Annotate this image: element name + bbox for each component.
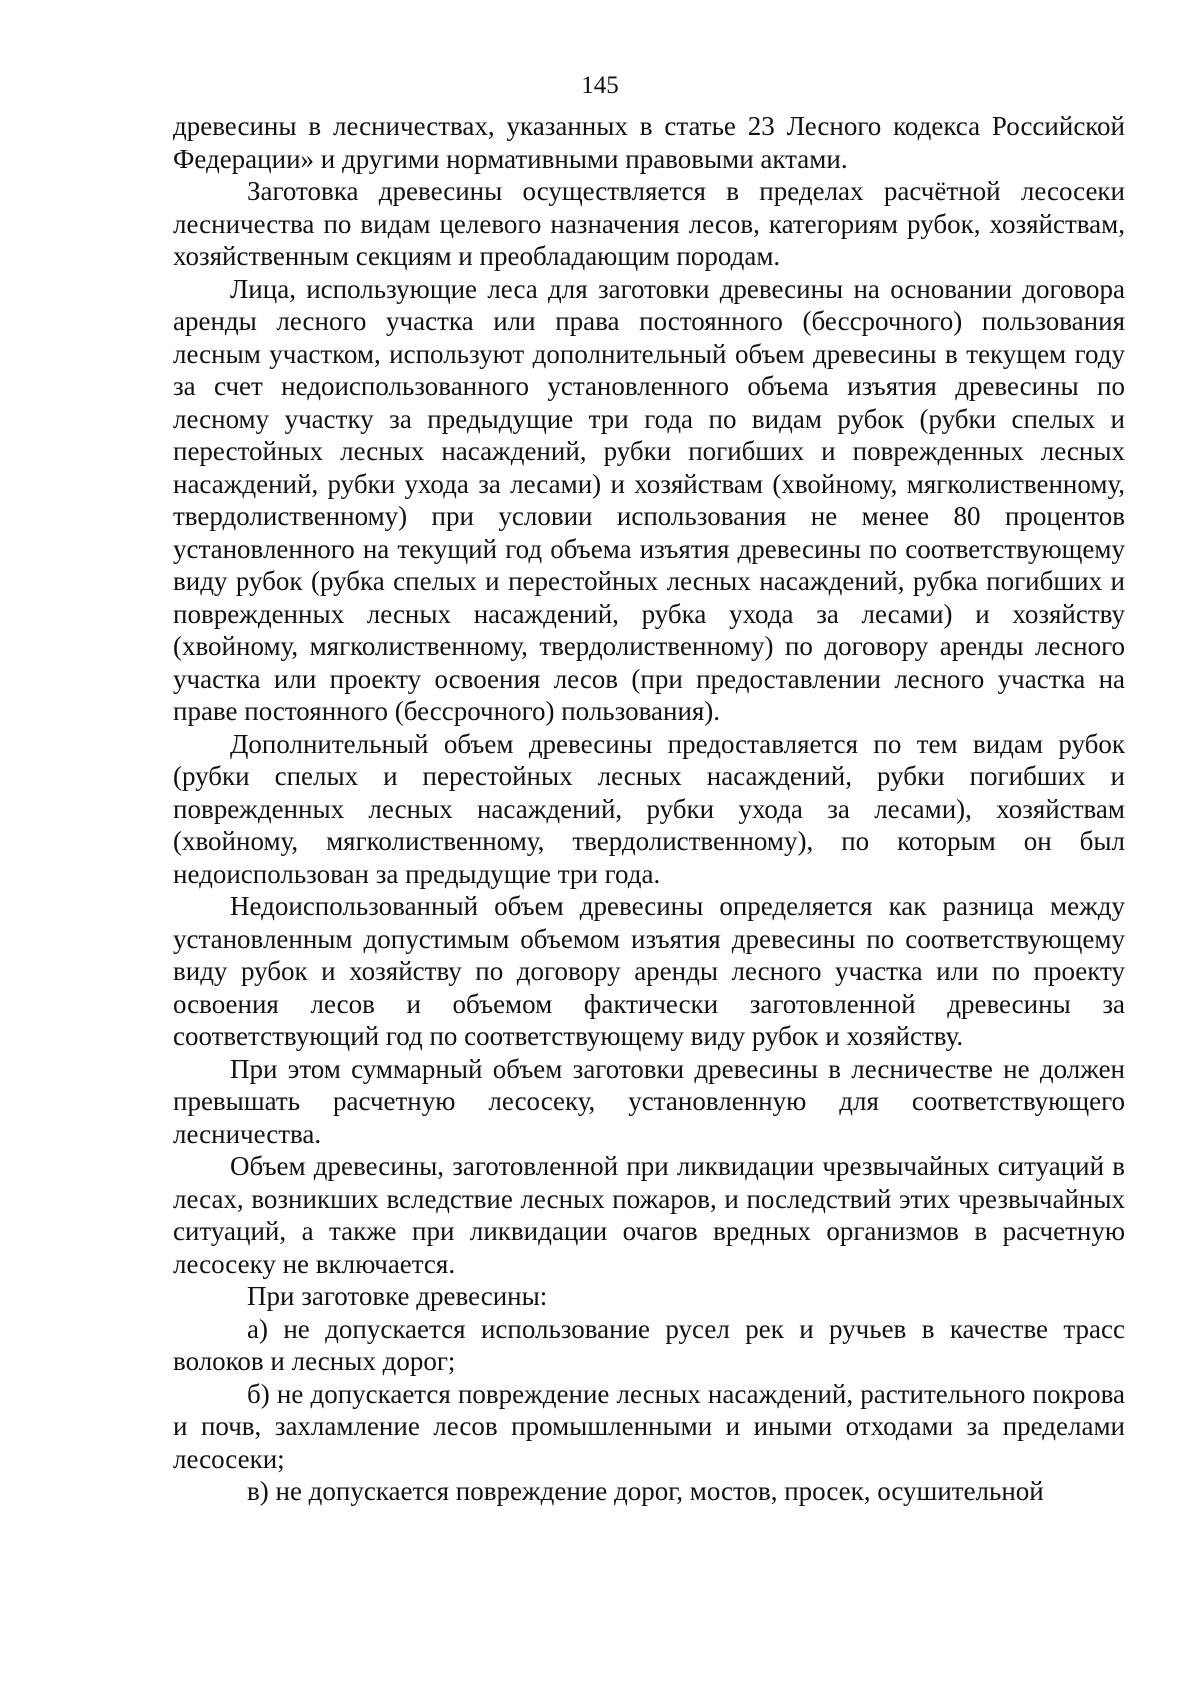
paragraph-continuation: древесины в лесничествах, указанных в статье 23 Лесного кодекса Российской Федерации» и другими нормативными правовыми актами. <box>173 111 1125 174</box>
paragraph-harvest-rules-intro: При заготовке древесины: <box>247 1281 548 1311</box>
paragraph-emergency-volume: Объем древесины, заготовленной при ликвидации чрезвычайных ситуаций в лесах, возникших вследствие лесных пожаров, и последствий этих чрезвычайных ситуаций, а также при ликвидации очагов вредных организмов в расчетную лесосеку не включается. <box>173 1151 1125 1279</box>
list-item-v: в) не допускается повреждение дорог, мостов, просек, осушительной <box>247 1476 1044 1506</box>
paragraph-harvest-limits: Заготовка древесины осуществляется в пределах расчётной лесосеки лесничества по видам целевого назначения лесов, категориям рубок, хозяйствам, хозяйственным секциям и преобладающим породам. <box>173 176 1125 271</box>
page-number: 145 <box>581 72 619 99</box>
paragraph-unused-volume-definition: Недоиспользованный объем древесины определяется как разница между установленным допустимым объемом изъятия древесины по соответствующему виду рубок и хозяйству по договору аренды лесного участка или по проекту освоения лесов и объемом фактически заготовленной древесины за соответствующий год по соответствующему виду рубок и хозяйству. <box>173 891 1125 1051</box>
document-body <box>173 110 1125 1508</box>
list-item-a: а) не допускается использование русел рек и ручьев в качестве трасс волоков и лесных дорог; <box>173 1313 1125 1376</box>
paragraph-additional-volume-provision: Дополнительный объем древесины предоставляется по тем видам рубок (рубки спелых и перестойных лесных насаждений, рубки погибших и поврежденных лесных насаждений, рубки ухода за лесами), хозяйствам (хвойному, мягколиственному, твердолиственному), по которым он был недоиспользован за предыдущие три года. <box>173 728 1125 889</box>
paragraph-total-volume-limit: При этом суммарный объем заготовки древесины в лесничестве не должен превышать расчетную лесосеку, установленную для соответствующего лесничества. <box>173 1053 1125 1149</box>
paragraph-additional-volume-use: Лица, использующие леса для заготовки древесины на основании договора аренды лесного участка или права постоянного (бессрочного) пользования лесным участком, используют дополнительный объем древесины в текущем году за счет недоиспользованного установленного объема изъятия древесины по лесному участку за предыдущие три года по видам рубок (рубки спелых и перестойных лесных насаждений, рубки погибших и поврежденных лесных насаждений, рубки ухода за лесами) и хозяйствам (хвойному, мягколиственному, твердолиственному) при условии использования не менее 80 процентов установленного на текущий год объема изъятия древесины по соответствующему виду рубок (рубка спелых и перестойных лесных насаждений, рубка погибших и поврежденных лесных насаждений, рубка ухода за лесами) и хозяйству (хвойному, мягколиственному, твердолиственному) по договору аренды лесного участка или проекту освоения лесов (при предоставлении лесного участка на праве постоянного (бессрочного) пользования). <box>173 273 1125 726</box>
list-item-b: б) не допускается повреждение лесных насаждений, растительного покрова и почв, захламление лесов промышленными и иными отходами за пределами лесосеки; <box>173 1378 1125 1474</box>
